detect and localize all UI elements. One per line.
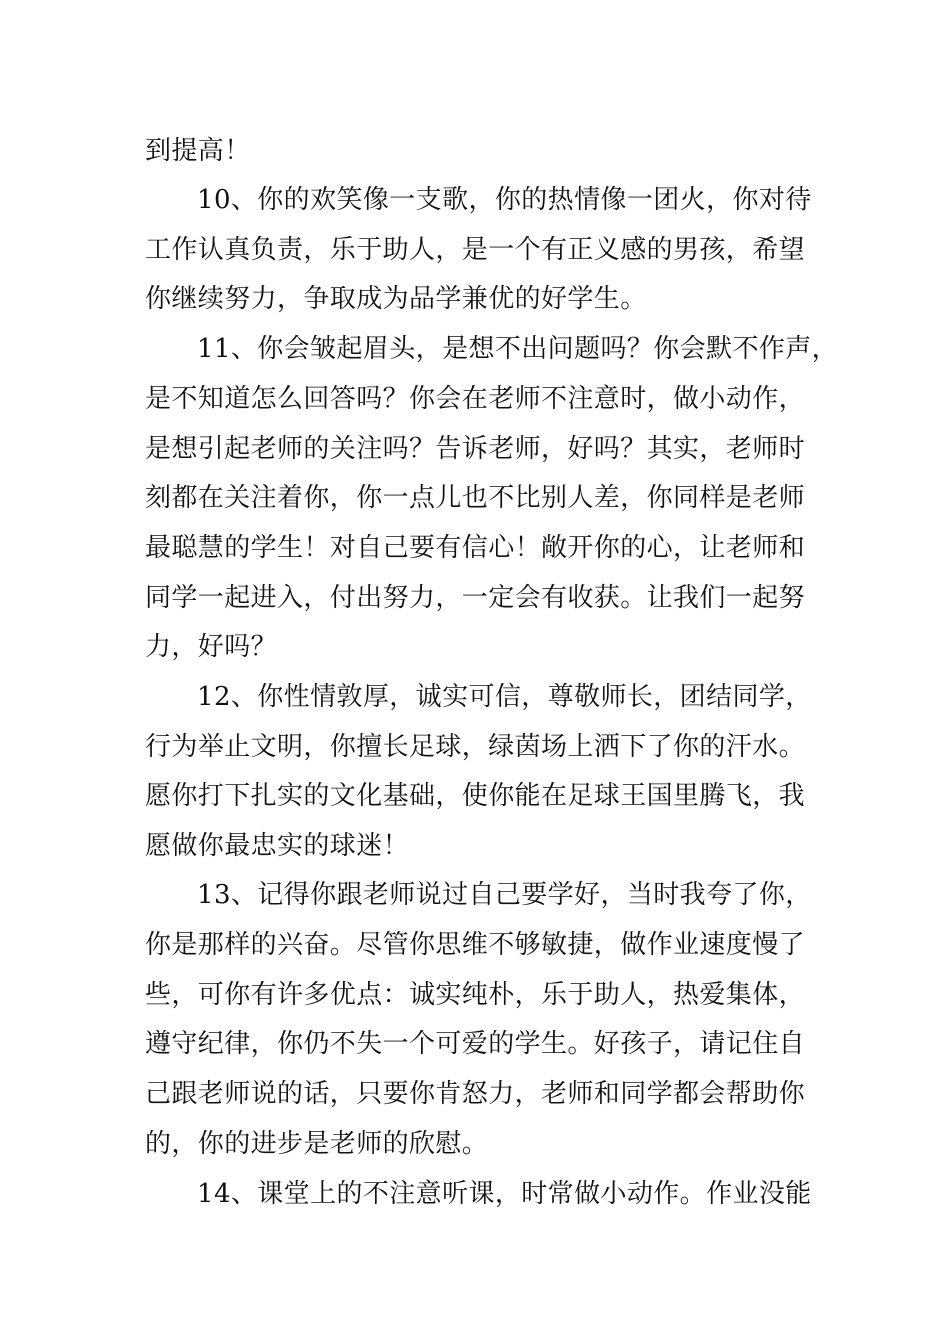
text-line: 工作认真负责，乐于助人，是一个有正义感的男孩，希望 [145, 235, 806, 265]
text-line: 11、你会皱起眉头，是想不出问题吗？你会默不作声， [197, 334, 839, 364]
text-line: 是不知道怎么回答吗？你会在老师不注意时，做小动作， [145, 384, 806, 414]
text-line: 是想引起老师的关注吗？告诉老师，好吗？其实，老师时 [145, 434, 806, 464]
text-line: 些，可你有许多优点：诚实纯朴，乐于助人，热爱集体， [145, 980, 806, 1010]
text-line: 刻都在关注着你，你一点儿也不比别人差，你同样是老师 [145, 483, 806, 513]
text-line: 遵守纪律，你仍不失一个可爱的学生。好孩子，请记住自 [145, 1029, 806, 1059]
text-line: 同学一起进入，付出努力，一定会有收获。让我们一起努 [145, 583, 806, 613]
text-line: 14、课堂上的不注意听课，时常做小动作。作业没能 [197, 1179, 812, 1209]
text-line: 到提高！ [145, 136, 251, 166]
text-line: 己跟老师说的话，只要你肯怒力，老师和同学都会帮助你 [145, 1079, 806, 1109]
text-line: 的，你的进步是老师的欣慰。 [145, 1129, 489, 1159]
text-line: 12、你性情敦厚，诚实可信，尊敬师长，团结同学， [197, 682, 812, 712]
text-line: 13、记得你跟老师说过自己要学好，当时我夸了你， [197, 880, 812, 910]
text-line: 你是那样的兴奋。尽管你思维不够敏捷，做作业速度慢了 [145, 930, 806, 960]
text-line: 力，好吗？ [145, 632, 278, 662]
text-line: 愿你打下扎实的文化基础，使你能在足球王国里腾飞，我 [145, 781, 806, 811]
text-line: 行为举止文明，你擅长足球，绿茵场上洒下了你的汗水。 [145, 732, 806, 762]
text-line: 最聪慧的学生！对自己要有信心！敞开你的心，让老师和 [145, 533, 806, 563]
text-line: 你继续努力，争取成为品学兼优的好学生。 [145, 284, 647, 314]
text-line: 愿做你最忠实的球迷！ [145, 831, 410, 861]
text-line: 10、你的欢笑像一支歌，你的热情像一团火，你对待 [197, 185, 812, 215]
